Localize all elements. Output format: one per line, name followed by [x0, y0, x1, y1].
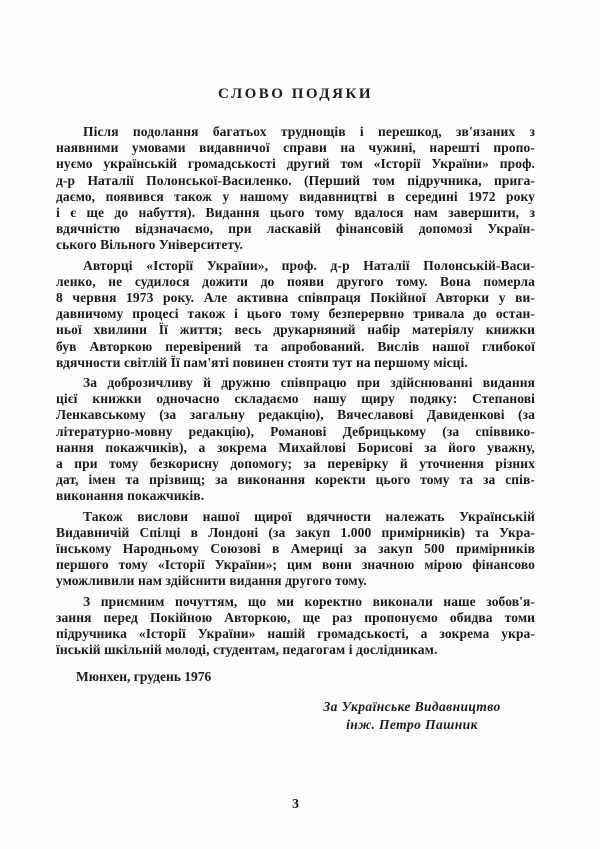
text-line: За доброзичливу й дружню співпрацю при здійснюванні видання [83, 375, 535, 391]
signature-name: інж. Петро Пашник [346, 716, 478, 732]
text-line: Авторці «Історії України», проф. д-р Наталії Полонській-Васи- [83, 257, 535, 273]
text-line: першого тому «Історії України»; цим вони значною мірою фінансово [56, 557, 535, 573]
text-line: ленко, не судилося дожити до появи другого тому. Вона померла [56, 273, 535, 289]
text-line: дат, імен та прізвищ; за виконання коректи цього тому та за спів- [56, 472, 535, 488]
paragraphs [56, 124, 535, 659]
text-line: вдячністю відзначаємо, при ласкавій фінансовій допомозі Україн- [56, 221, 535, 237]
text-line: Видавничій Спілці в Лондоні (за закуп 1.000 примірників) та Укра- [56, 524, 535, 540]
text-line: ньої хвилини Її життя; весь друкарняний набір матеріялу книжки [56, 322, 535, 338]
signature-block [282, 698, 542, 734]
signature-publisher: За Українське Видавництво [323, 698, 501, 714]
text-line: Ленкавському (за загальну редакцію), Вячеславові Давиденкові (за [56, 407, 535, 423]
paragraph [56, 594, 535, 659]
text-line: їнському Народньому Союзові в Америці за закуп 500 примірників [56, 541, 535, 557]
paragraph [56, 509, 535, 590]
paragraph [56, 258, 535, 371]
text-line: 8 червня 1973 року. Але активна співпраця Покійної Авторки у ви- [56, 290, 535, 306]
text-line: зання перед Покійною Авторкою, ще раз пропонуємо обидва томи [56, 609, 535, 625]
text-block [56, 86, 535, 734]
text-line: давничому процесі також і цього тому безперервно тривала до остан- [56, 306, 535, 322]
text-line: підручника «Історії України» нашій громадськості, а зокрема укра- [56, 626, 535, 642]
text-line: наявними умовами видавничої справи на чужині, нарешті пропо- [56, 140, 535, 156]
text-line: вдячности світлій Її пам'яті повинен стояти тут на першому місці. [56, 354, 468, 370]
page-title: СЛОВО ПОДЯКИ [217, 86, 373, 102]
paragraph [56, 124, 535, 254]
text-line: їнській шкільній молоді, студентам, педагогам і дослідникам. [56, 642, 438, 658]
text-line: Також вислови нашої щирої вдячности належать Українській [83, 508, 535, 524]
page-number: 3 [292, 797, 299, 812]
text-line: ського Вільного Університету. [56, 237, 243, 253]
text-line: даємо, появився також у нашому видавництві в середині 1972 року [56, 188, 535, 204]
text-line: був Авторкою перевірений та апробований. Вислів нашої глибокої [56, 338, 535, 354]
text-line: нання покажчиків), а зокрема Михайлові Борисові за його уважну, [56, 439, 535, 455]
text-line: нуємо українській громадськості другий том «Історії України» проф. [56, 156, 535, 172]
paragraph [56, 375, 535, 505]
text-line: З приємним почуттям, що ми коректно виконали наше зобов'я- [83, 593, 535, 609]
text-line: Після подолання багатьох труднощів і перешкод, зв'язаних з [83, 124, 535, 139]
text-line: уможливили нам здійснити видання другого тому. [56, 573, 367, 589]
text-line: і є ще до набуття). Видання цього тому вдалося нам завершити, з [56, 205, 535, 221]
dateline: Мюнхен, грудень 1976 [76, 668, 212, 684]
text-line: а при тому безкорисну допомогу; за перевірку й уточнення різних [56, 456, 535, 472]
text-line: д-р Наталії Полонської-Василенко. (Перший том підручника, прига- [56, 172, 535, 188]
text-line: виконання покажчиків. [56, 488, 205, 504]
text-line: цієї книжки одночасно складаємо нашу щиру подяку: Степанові [56, 391, 535, 407]
text-line: літературно-мовну редакцію), Романові Дебрицькому (за співвико- [56, 423, 535, 439]
